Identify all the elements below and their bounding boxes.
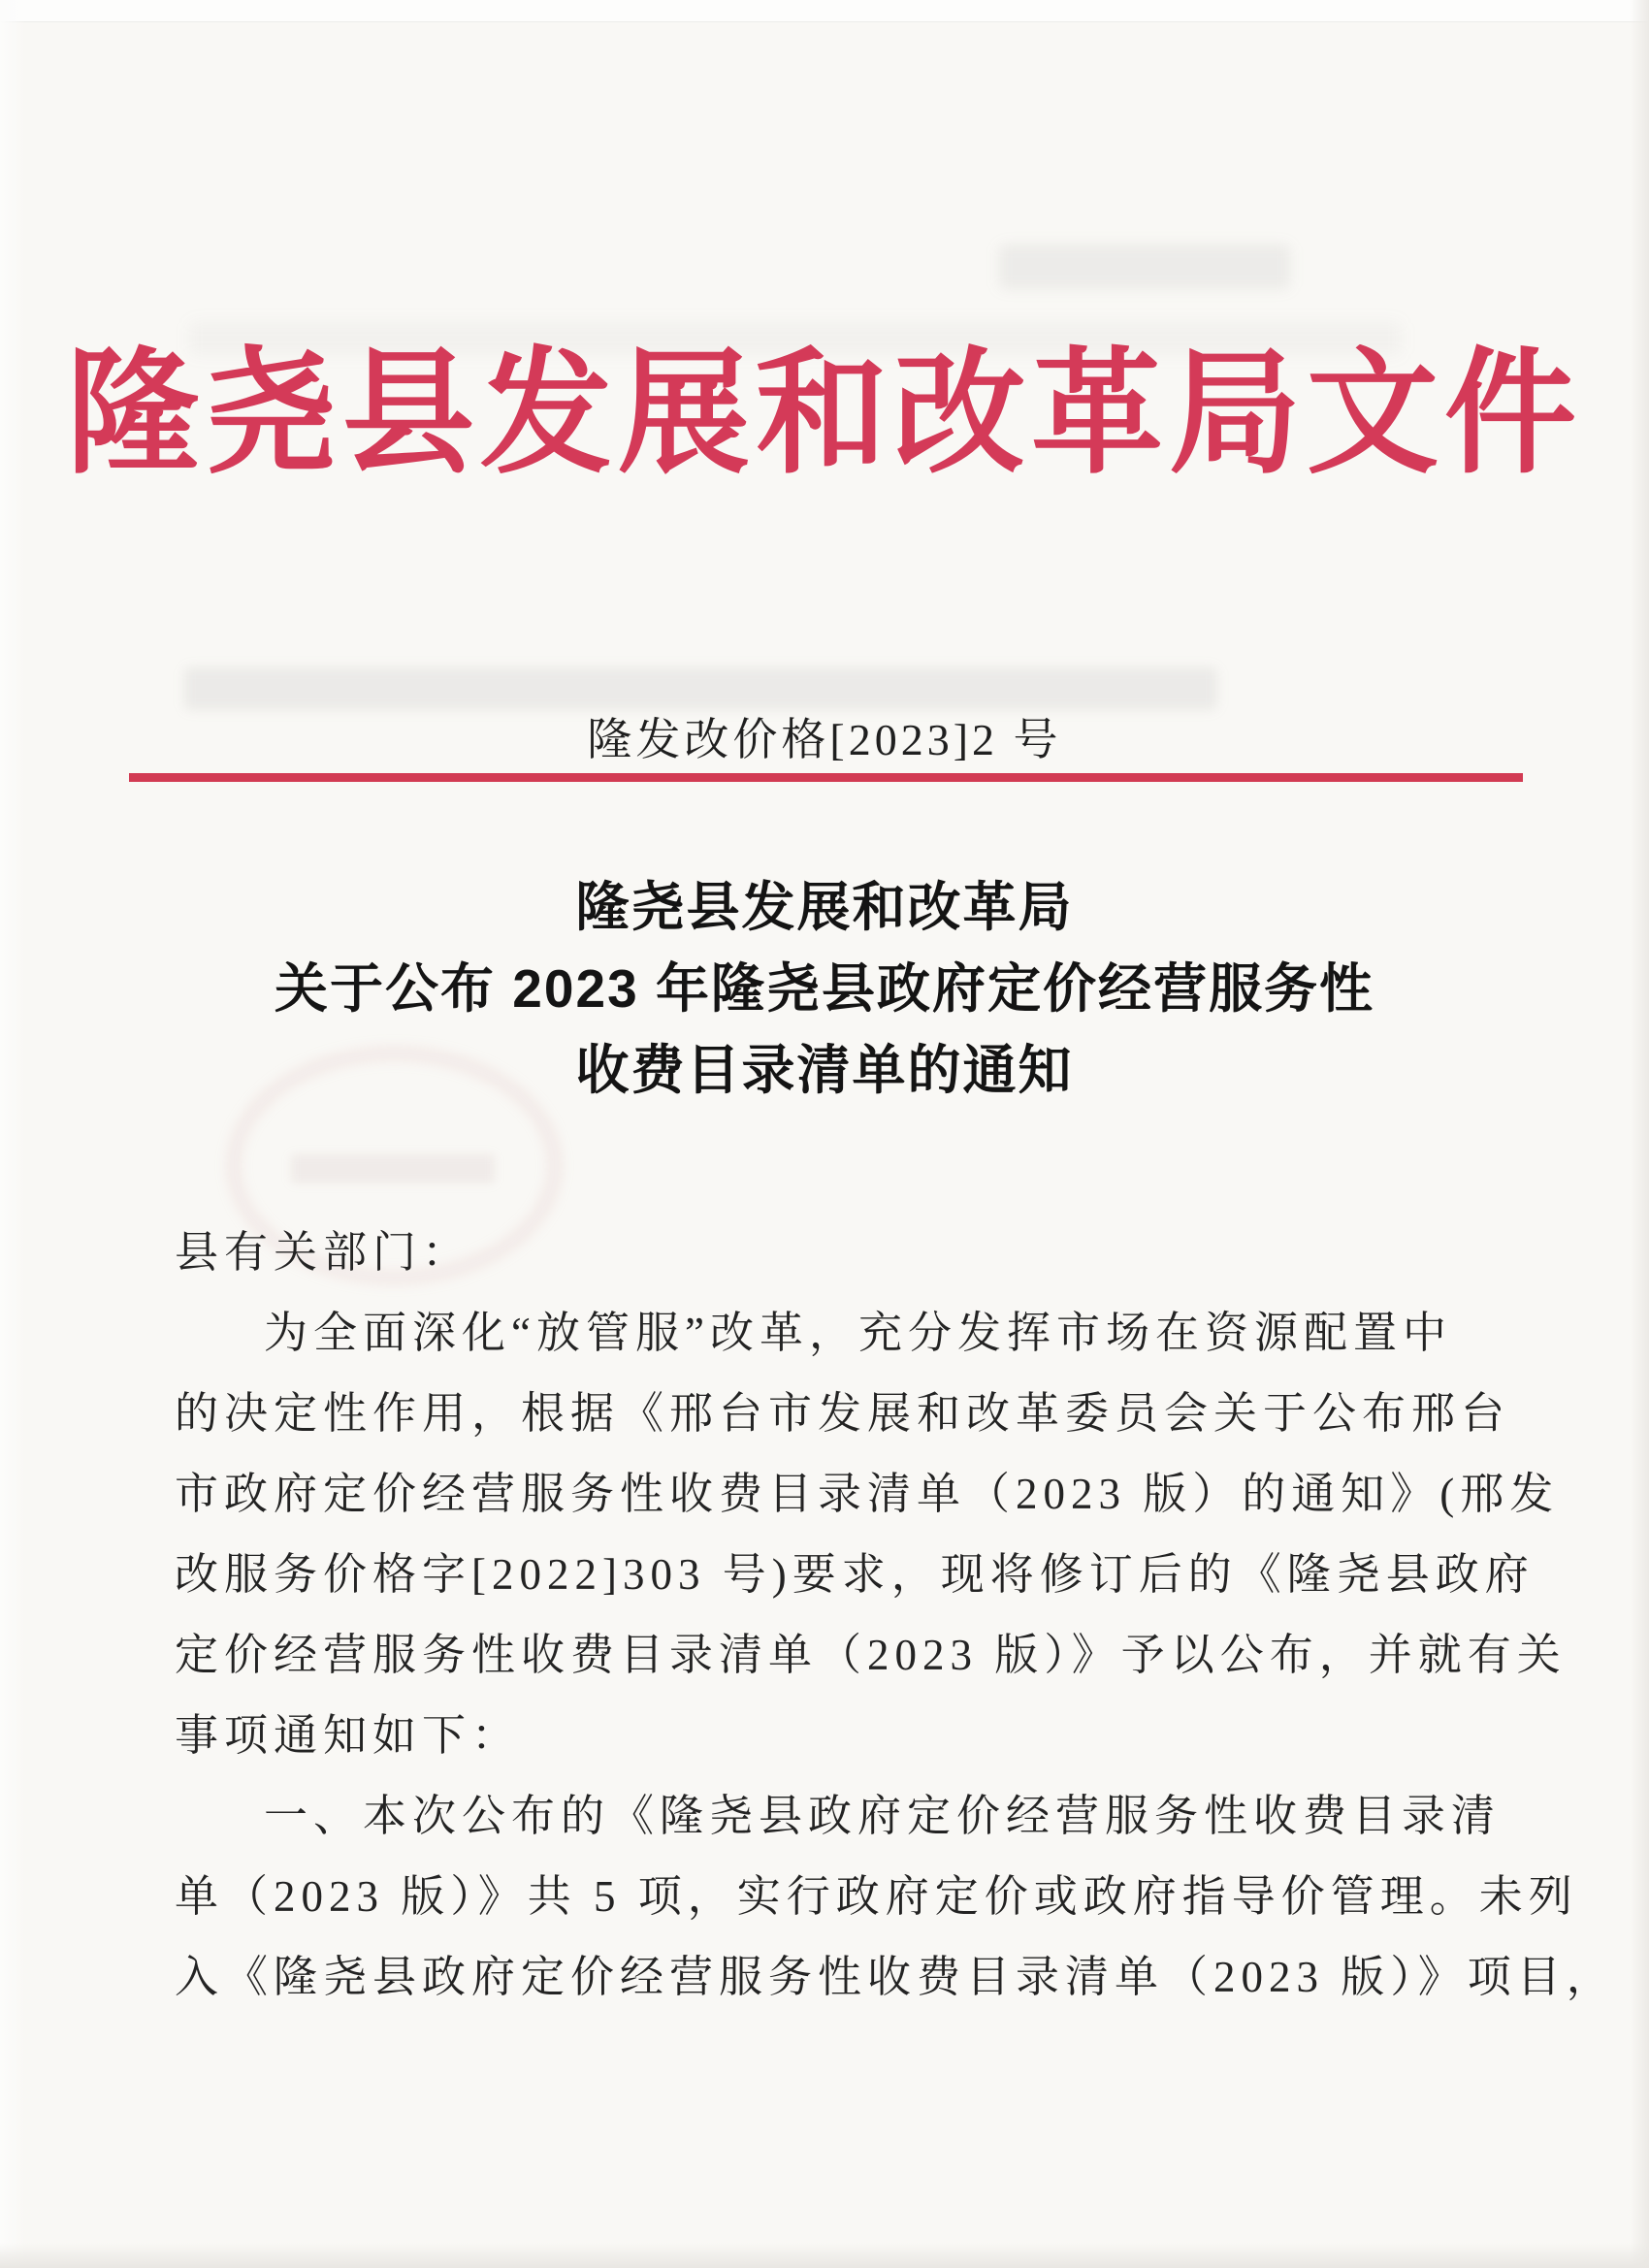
- notice-title-line-2: 关于公布 2023 年隆尧县政府定价经营服务性: [275, 958, 1374, 1019]
- notice-title: [0, 866, 1649, 1111]
- agency-masthead-title: 隆尧县发展和改革局文件: [67, 340, 1582, 491]
- paper-edge-top: [0, 0, 1649, 22]
- body-line: 改服务价格字[2022]303 号)要求，现将修订后的《隆尧县政府: [175, 1550, 1535, 1599]
- body-line: 市政府定价经营服务性收费目录清单（2023 版）的通知》(邢发: [175, 1470, 1560, 1518]
- salutation-line: 县有关部门：: [175, 1228, 472, 1277]
- bleedthrough-date-smudge: [291, 1154, 495, 1183]
- notice-body: [175, 1213, 1616, 2018]
- body-line: 单（2023 版）》共 5 项，实行政府定价或政府指导价管理。未列: [175, 1872, 1578, 1921]
- document-reference-number: 隆发改价格[2023]2 号: [587, 715, 1062, 764]
- body-line: 定价经营服务性收费目录清单（2023 版）》予以公布，并就有关: [175, 1631, 1567, 1679]
- body-line: 事项通知如下：: [175, 1711, 522, 1760]
- notice-title-line-3: 收费目录清单的通知: [575, 1040, 1074, 1100]
- bleedthrough-text-smudge-top: [999, 244, 1290, 289]
- body-line: 一、本次公布的《隆尧县政府定价经营服务性收费目录清: [264, 1792, 1502, 1840]
- body-line: 为全面深化“放管服”改革，充分发挥市场在资源配置中: [264, 1309, 1452, 1357]
- body-line: 入《隆尧县政府定价经营服务性收费目录清单（2023 版）》项目，: [175, 1953, 1616, 2001]
- body-line: 的决定性作用，根据《邢台市发展和改革委员会关于公布邢台: [175, 1389, 1511, 1438]
- bleedthrough-text-smudge-middle: [184, 667, 1217, 710]
- red-separator-rule: [129, 773, 1523, 782]
- paper-edge-bottom: [0, 2243, 1649, 2268]
- notice-title-line-1: 隆尧县发展和改革局: [575, 877, 1074, 937]
